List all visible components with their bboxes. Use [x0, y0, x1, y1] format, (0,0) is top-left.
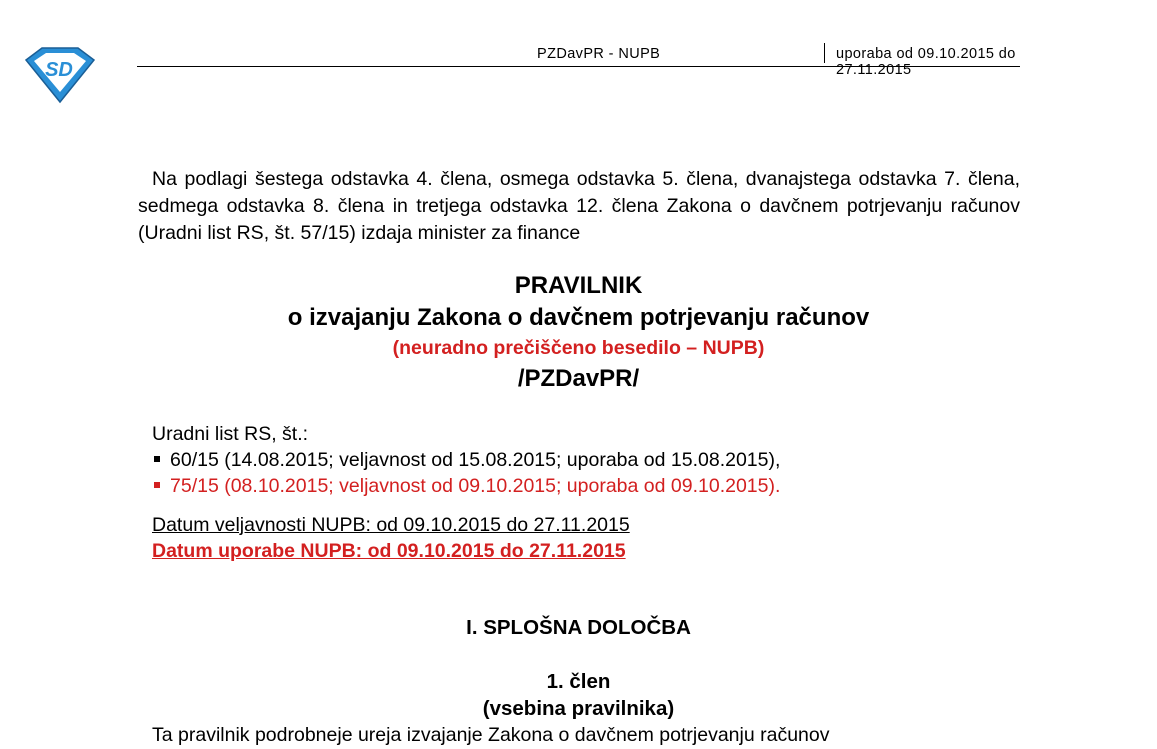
- document-subtitle: o izvajanju Zakona o davčnem potrjevanju računov: [287, 304, 870, 331]
- document-title: PRAVILNIK: [514, 272, 643, 299]
- document-abbreviation: /PZDavPR/: [517, 365, 640, 392]
- header-usage: uporaba od 09.10.2015 do 27.11.2015: [836, 46, 1016, 78]
- header-separator: [824, 43, 825, 63]
- list-item: 60/15 (14.08.2015; veljavnost od 15.08.2015; uporaba od 15.08.2015),: [152, 447, 780, 473]
- article-title: (vsebina pravilnika): [482, 697, 675, 720]
- gazette-list: [152, 421, 780, 499]
- bullet-icon: [154, 456, 160, 462]
- bullet-icon: [154, 482, 160, 488]
- article-body: Ta pravilnik podrobneje ureja izvajanje Zakona o davčnem potrjevanju računov: [152, 724, 830, 746]
- article-number: 1. člen: [546, 670, 611, 693]
- document-note: (neuradno prečiščeno besedilo – NUPB): [392, 337, 765, 359]
- validity-date: Datum veljavnosti NUPB: od 09.10.2015 do 27.11.2015: [152, 514, 630, 536]
- gazette-label: Uradni list RS, št.:: [152, 423, 309, 445]
- usage-date: Datum uporabe NUPB: od 09.10.2015 do 27.11.2015: [152, 540, 626, 562]
- nupb-dates: [152, 512, 630, 564]
- intro-paragraph: Na podlagi šestega odstavka 4. člena, osmega odstavka 5. člena, dvanajstega odstavka 7. člena, sedmega odstavka 8. člena in tretjega odstavka 12. člena Zakona o davčnem potrjevanju računov (Uradni list RS, št. 57/15) izdaja minister za finance: [138, 168, 1020, 244]
- svg-text:SD: SD: [45, 59, 73, 81]
- section-heading: I. SPLOŠNA DOLOČBA: [466, 616, 691, 639]
- list-item: 75/15 (08.10.2015; veljavnost od 09.10.2015; uporaba od 09.10.2015).: [152, 473, 780, 499]
- header-doc-code: PZDavPR - NUPB: [537, 46, 661, 62]
- page-header: [137, 46, 1020, 78]
- sd-logo-icon: [22, 46, 96, 104]
